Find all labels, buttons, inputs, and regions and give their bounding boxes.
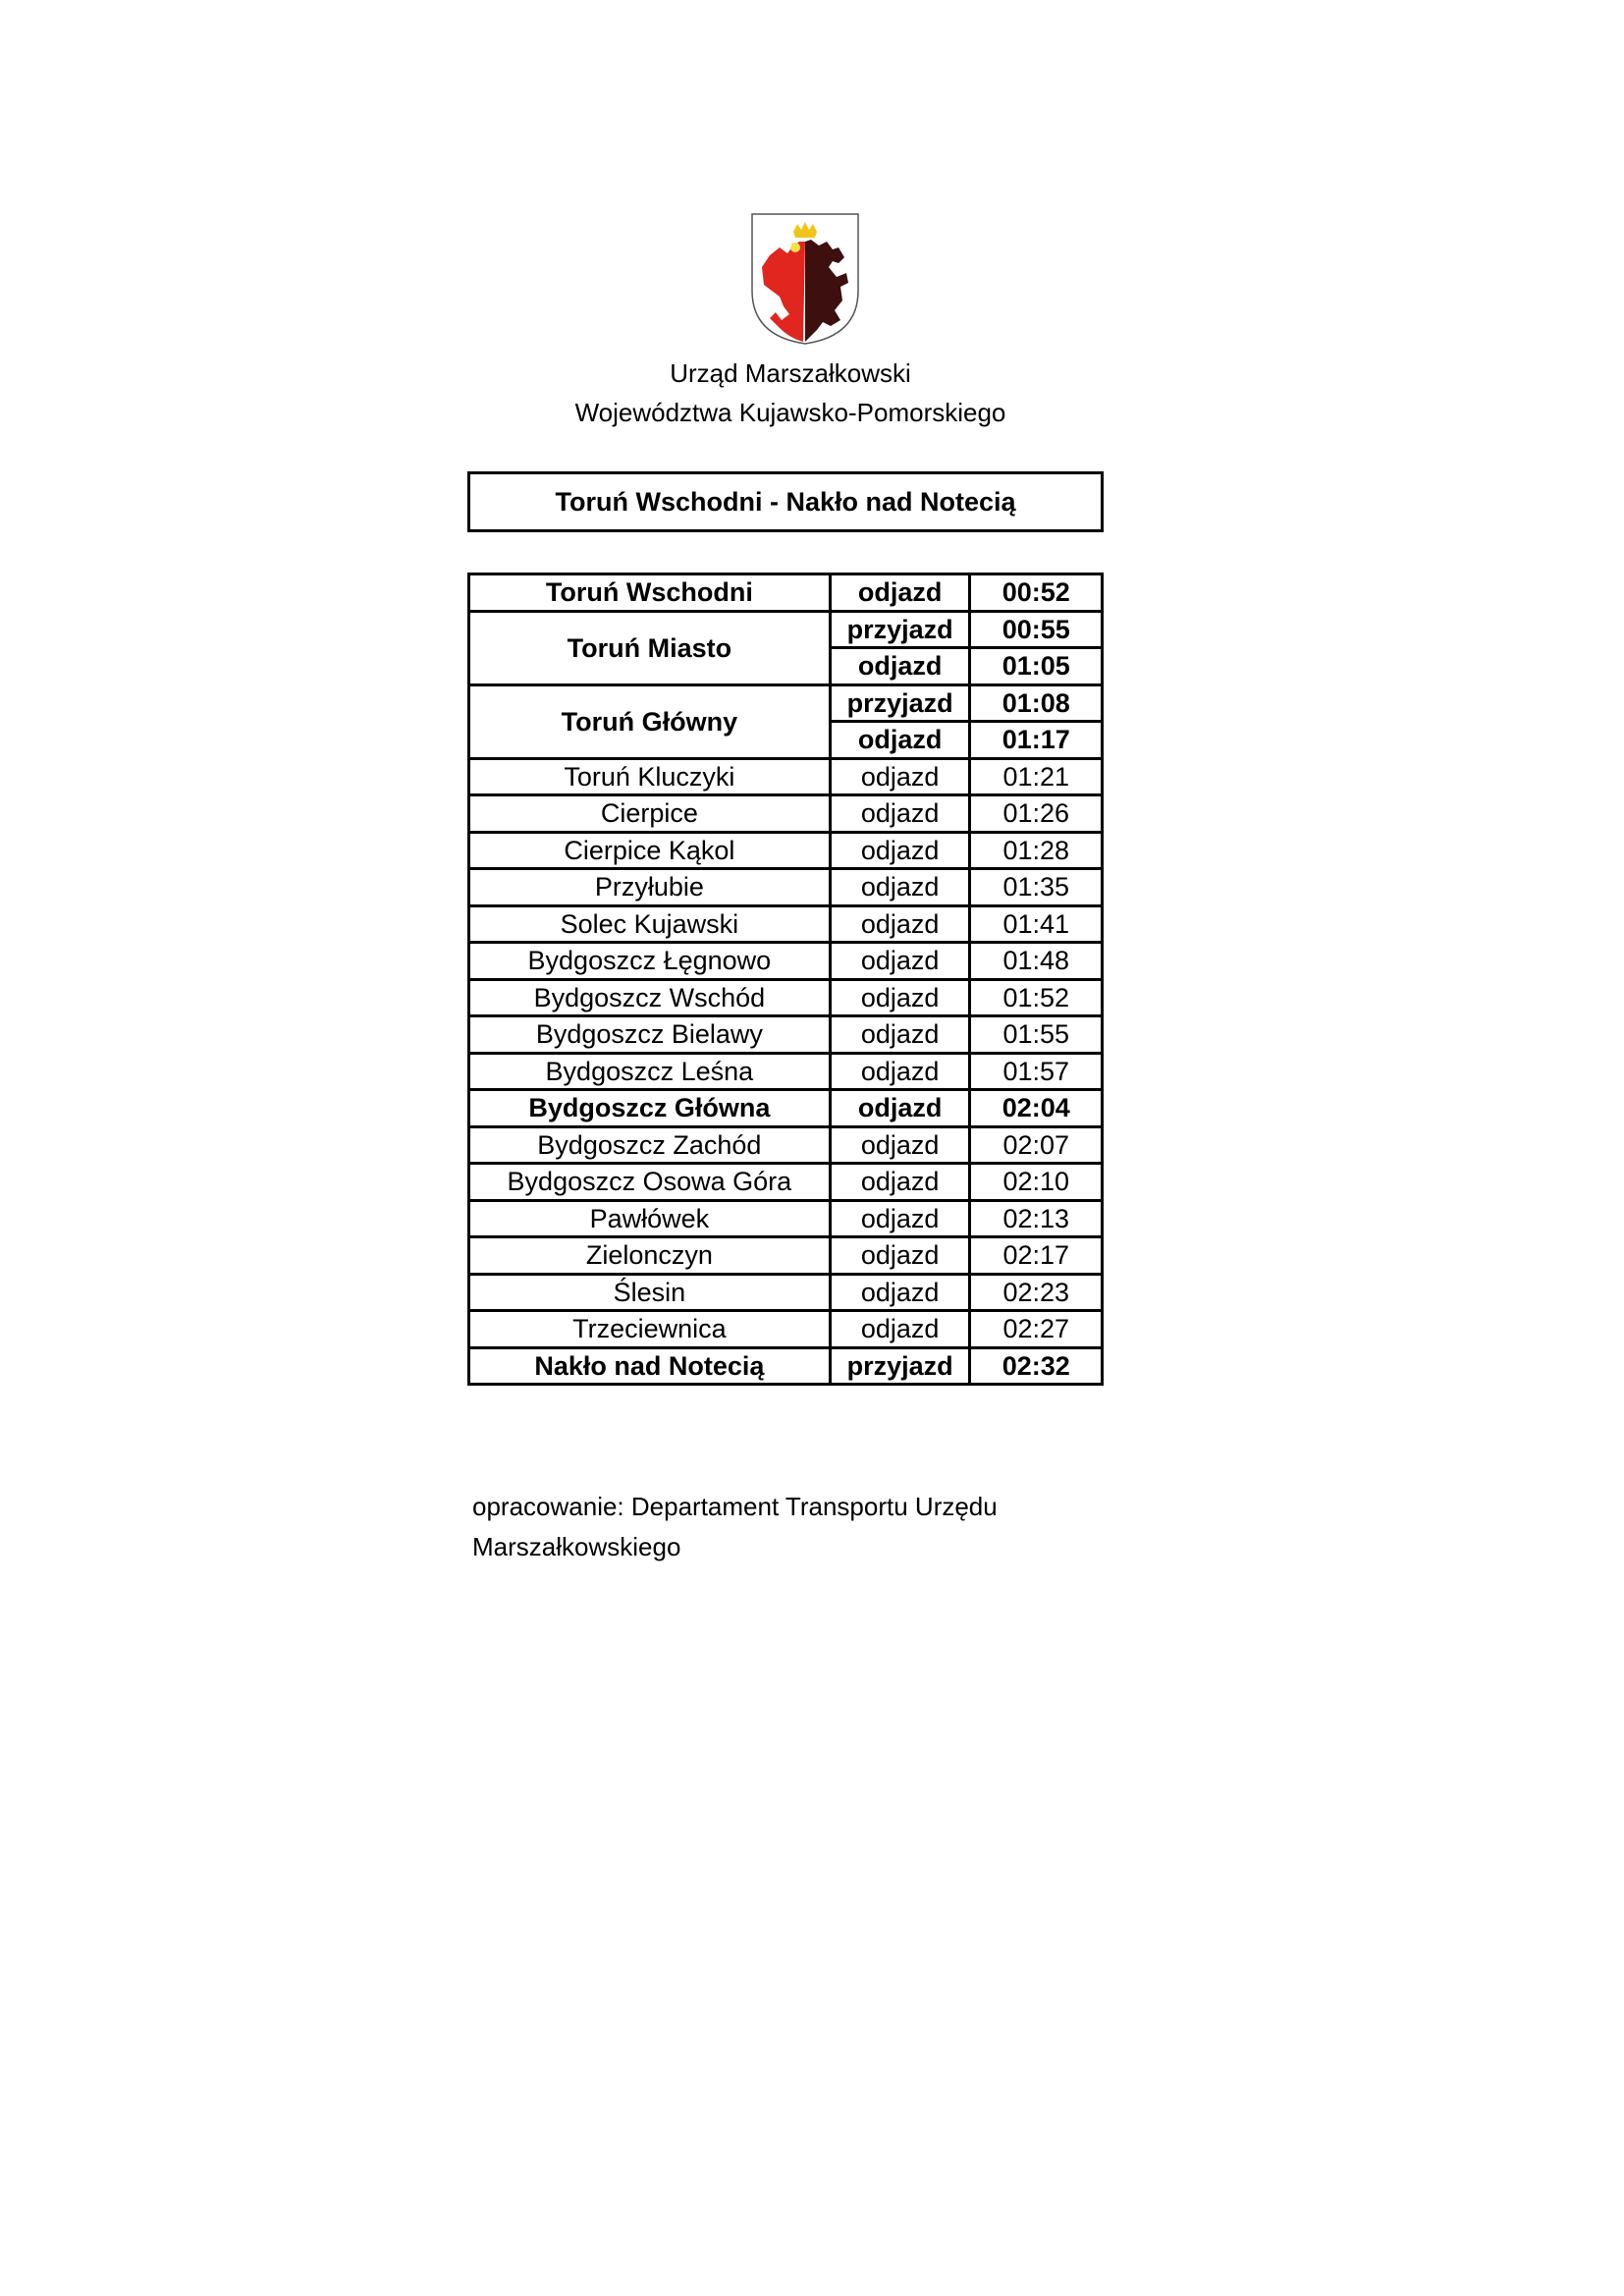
station-name: Bydgoszcz Wschód — [469, 979, 831, 1016]
station-name: Nakło nad Notecią — [469, 1347, 831, 1385]
stop-type: odjazd — [830, 905, 970, 943]
stop-type: odjazd — [830, 1090, 970, 1127]
stop-time: 00:52 — [970, 574, 1103, 612]
timetable-row — [469, 574, 1103, 612]
stop-type: odjazd — [830, 648, 970, 685]
stop-time: 00:55 — [970, 611, 1103, 648]
station-name: Solec Kujawski — [469, 905, 831, 943]
stop-type: odjazd — [830, 574, 970, 612]
timetable-row — [469, 1274, 1103, 1311]
stop-type: odjazd — [830, 722, 970, 759]
stop-time: 02:27 — [970, 1311, 1103, 1348]
timetable-row — [469, 758, 1103, 795]
stop-time: 02:07 — [970, 1126, 1103, 1164]
timetable-row — [469, 1237, 1103, 1275]
stop-type: odjazd — [830, 795, 970, 833]
stop-type: przyjazd — [830, 1347, 970, 1385]
station-name: Pawłówek — [469, 1200, 831, 1237]
timetable-row — [469, 1053, 1103, 1090]
organization-region: Województwa Kujawsko-Pomorskiego — [574, 398, 1006, 427]
timetable-row — [469, 795, 1103, 833]
stop-time: 02:13 — [970, 1200, 1103, 1237]
coat-of-arms-emblem — [750, 212, 860, 346]
route-title: Toruń Wschodni - Nakło nad Notecią — [467, 471, 1104, 532]
timetable-row — [469, 943, 1103, 980]
stop-time: 01:35 — [970, 869, 1103, 906]
station-name: Toruń Główny — [469, 684, 831, 758]
stop-time: 01:52 — [970, 979, 1103, 1016]
timetable-row — [469, 979, 1103, 1016]
stop-time: 01:26 — [970, 795, 1103, 833]
station-name: Bydgoszcz Główna — [469, 1090, 831, 1127]
stop-time: 01:21 — [970, 758, 1103, 795]
station-name: Bydgoszcz Łęgnowo — [469, 943, 831, 980]
stop-time: 01:17 — [970, 722, 1103, 759]
timetable-row — [469, 1090, 1103, 1127]
footer-credit: opracowanie: Departament Transportu Urzędu Marszałkowskiego — [472, 1492, 998, 1561]
station-name: Bydgoszcz Bielawy — [469, 1016, 831, 1054]
stop-time: 02:23 — [970, 1274, 1103, 1311]
timetable-row — [469, 611, 1103, 648]
stop-type: przyjazd — [830, 611, 970, 648]
timetable-row — [469, 905, 1103, 943]
timetable-row — [469, 684, 1103, 722]
station-name: Toruń Kluczyki — [469, 758, 831, 795]
stop-type: odjazd — [830, 1164, 970, 1201]
station-name: Trzeciewnica — [469, 1311, 831, 1348]
stop-time: 02:17 — [970, 1237, 1103, 1275]
station-name: Toruń Wschodni — [469, 574, 831, 612]
timetable-row — [469, 832, 1103, 869]
stop-type: odjazd — [830, 758, 970, 795]
timetable-row — [469, 869, 1103, 906]
stop-time: 01:55 — [970, 1016, 1103, 1054]
stop-time: 01:28 — [970, 832, 1103, 869]
stop-type: odjazd — [830, 869, 970, 906]
station-name: Cierpice Kąkol — [469, 832, 831, 869]
stop-time: 01:48 — [970, 943, 1103, 980]
stop-type: odjazd — [830, 832, 970, 869]
stop-type: odjazd — [830, 1053, 970, 1090]
stop-type: odjazd — [830, 1311, 970, 1348]
organization-name: Urząd Marszałkowski — [670, 358, 911, 388]
stop-time: 02:04 — [970, 1090, 1103, 1127]
station-name: Bydgoszcz Leśna — [469, 1053, 831, 1090]
stop-type: odjazd — [830, 1016, 970, 1054]
stop-time: 01:08 — [970, 684, 1103, 722]
stop-type: odjazd — [830, 979, 970, 1016]
stop-time: 02:10 — [970, 1164, 1103, 1201]
timetable-row — [469, 1126, 1103, 1164]
stop-time: 01:41 — [970, 905, 1103, 943]
stop-type: odjazd — [830, 1274, 970, 1311]
stop-type: przyjazd — [830, 684, 970, 722]
stop-time: 01:57 — [970, 1053, 1103, 1090]
timetable-row — [469, 1347, 1103, 1385]
station-name: Przyłubie — [469, 869, 831, 906]
timetable — [467, 573, 1104, 1386]
timetable-row — [469, 1164, 1103, 1201]
stop-type: odjazd — [830, 1126, 970, 1164]
station-name: Cierpice — [469, 795, 831, 833]
timetable-row — [469, 1016, 1103, 1054]
stop-time: 01:05 — [970, 648, 1103, 685]
station-name: Zielonczyn — [469, 1237, 831, 1275]
station-name: Toruń Miasto — [469, 611, 831, 684]
stop-type: odjazd — [830, 943, 970, 980]
timetable-row — [469, 1200, 1103, 1237]
stop-time: 02:32 — [970, 1347, 1103, 1385]
timetable-row — [469, 1311, 1103, 1348]
station-name: Bydgoszcz Osowa Góra — [469, 1164, 831, 1201]
stop-type: odjazd — [830, 1200, 970, 1237]
station-name: Ślesin — [469, 1274, 831, 1311]
stop-type: odjazd — [830, 1237, 970, 1275]
station-name: Bydgoszcz Zachód — [469, 1126, 831, 1164]
